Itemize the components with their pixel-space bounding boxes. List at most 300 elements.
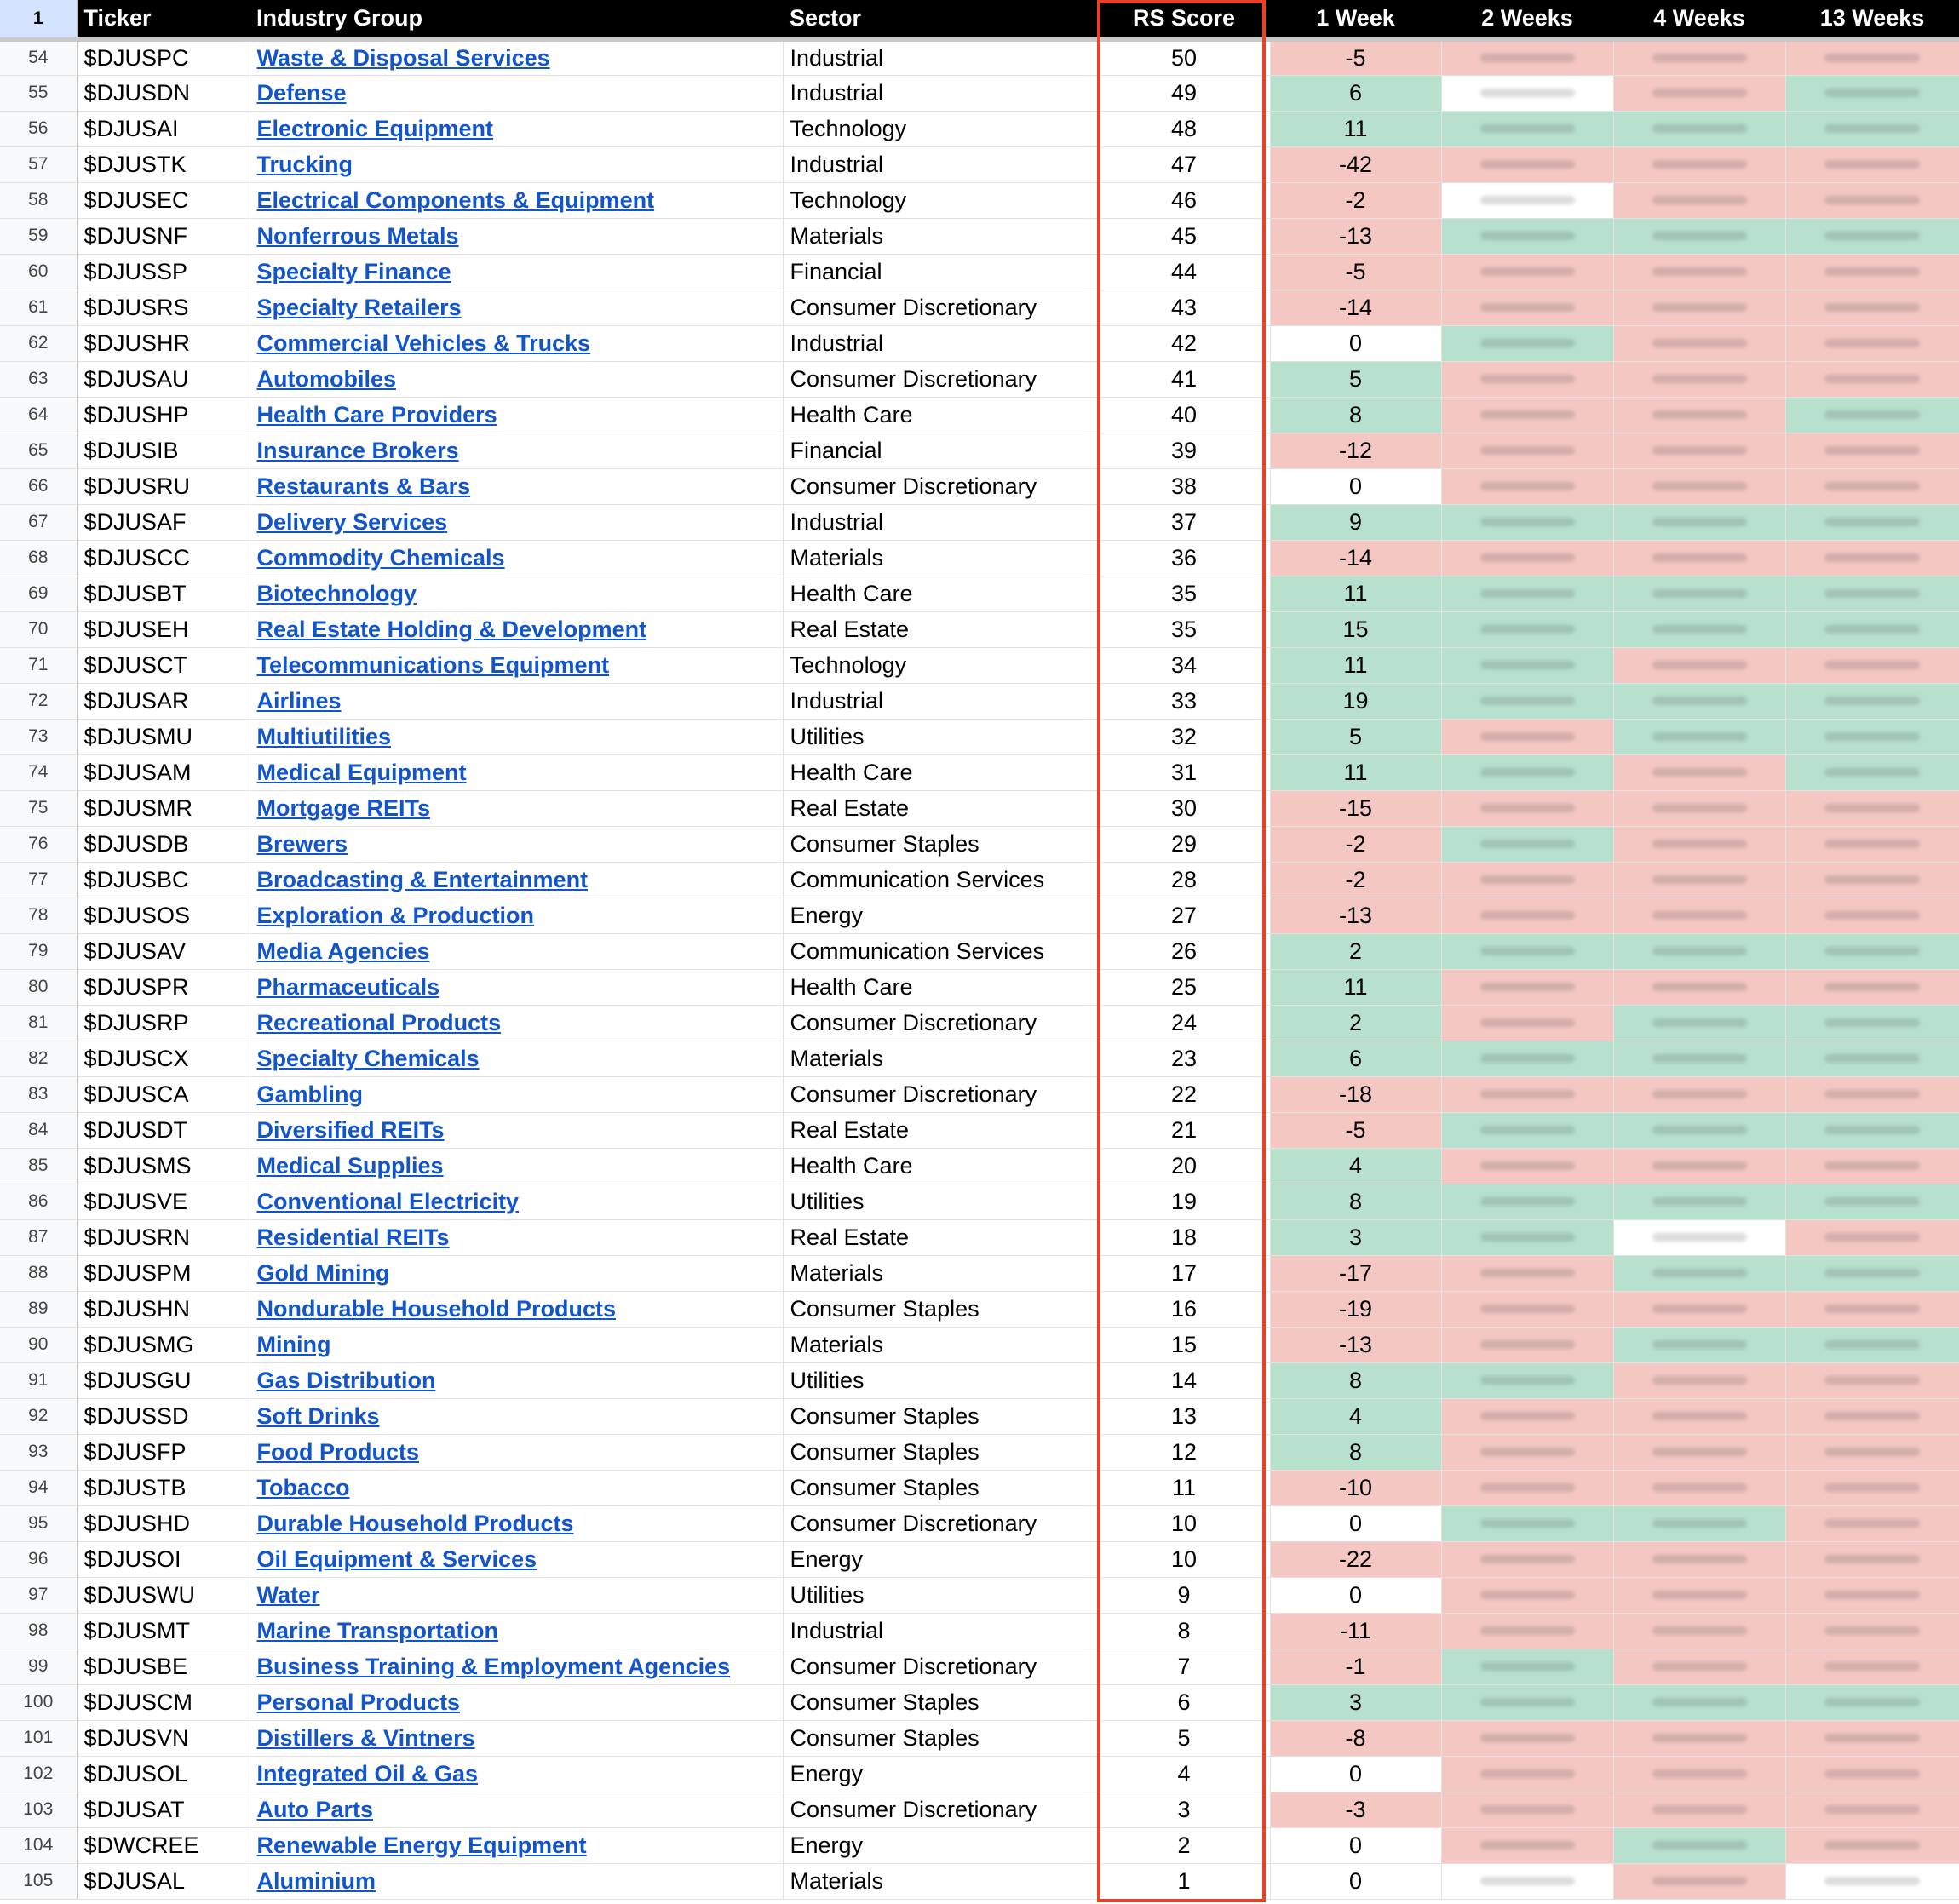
week4-blurred-cell[interactable]	[1613, 1684, 1785, 1720]
industry-link[interactable]: Diversified REITs	[256, 1116, 445, 1143]
week4-blurred-cell[interactable]	[1613, 719, 1785, 754]
week13-blurred-cell[interactable]	[1785, 1792, 1959, 1827]
week1-change-cell[interactable]: 19	[1270, 683, 1441, 719]
week2-blurred-cell[interactable]	[1441, 1041, 1613, 1076]
sector-cell[interactable]: Consumer Discretionary	[783, 468, 1098, 504]
week13-blurred-cell[interactable]	[1785, 1470, 1959, 1505]
industry-link[interactable]: Real Estate Holding & Development	[256, 616, 647, 642]
industry-link[interactable]: Airlines	[256, 687, 342, 714]
industry-link[interactable]: Telecommunications Equipment	[256, 651, 610, 678]
ticker-cell[interactable]: $DJUSSD	[77, 1398, 250, 1434]
industry-link[interactable]: Exploration & Production	[256, 902, 535, 928]
week1-change-cell[interactable]: 0	[1270, 1577, 1441, 1613]
industry-link[interactable]: Aluminium	[256, 1867, 376, 1894]
rs-score-cell[interactable]: 24	[1098, 1005, 1270, 1041]
sector-cell[interactable]: Consumer Discretionary	[783, 1505, 1098, 1541]
sector-cell[interactable]: Health Care	[783, 576, 1098, 611]
week4-blurred-cell[interactable]	[1613, 1398, 1785, 1434]
sector-cell[interactable]: Energy	[783, 1541, 1098, 1577]
sector-cell[interactable]: Consumer Discretionary	[783, 361, 1098, 397]
ticker-cell[interactable]: $DJUSCM	[77, 1684, 250, 1720]
week2-blurred-cell[interactable]	[1441, 361, 1613, 397]
week1-change-cell[interactable]: 3	[1270, 1219, 1441, 1255]
ticker-cell[interactable]: $DJUSBC	[77, 862, 250, 898]
week13-blurred-cell[interactable]	[1785, 361, 1959, 397]
week2-blurred-cell[interactable]	[1441, 146, 1613, 182]
sector-cell[interactable]: Materials	[783, 1327, 1098, 1362]
week2-blurred-cell[interactable]	[1441, 1291, 1613, 1327]
rs-score-cell[interactable]: 30	[1098, 790, 1270, 826]
week1-change-cell[interactable]: -14	[1270, 540, 1441, 576]
week4-blurred-cell[interactable]	[1613, 754, 1785, 790]
row-number[interactable]: 91	[0, 1362, 77, 1398]
week4-blurred-cell[interactable]	[1613, 969, 1785, 1005]
sector-cell[interactable]: Health Care	[783, 1148, 1098, 1184]
week2-blurred-cell[interactable]	[1441, 1148, 1613, 1184]
ticker-cell[interactable]: $DJUSAM	[77, 754, 250, 790]
sector-cell[interactable]: Energy	[783, 1827, 1098, 1863]
industry-link[interactable]: Conventional Electricity	[256, 1188, 520, 1214]
sector-cell[interactable]: Industrial	[783, 325, 1098, 361]
sector-cell[interactable]: Consumer Discretionary	[783, 1649, 1098, 1684]
ticker-cell[interactable]: $DJUSAU	[77, 361, 250, 397]
row-number[interactable]: 72	[0, 683, 77, 719]
week2-blurred-cell[interactable]	[1441, 1076, 1613, 1112]
week2-blurred-cell[interactable]	[1441, 1756, 1613, 1792]
ticker-cell[interactable]: $DJUSBT	[77, 576, 250, 611]
week4-blurred-cell[interactable]	[1613, 1041, 1785, 1076]
rs-score-header[interactable]: RS Score	[1098, 0, 1270, 39]
rs-score-cell[interactable]: 18	[1098, 1219, 1270, 1255]
week2-blurred-cell[interactable]	[1441, 1255, 1613, 1291]
week2-blurred-cell[interactable]	[1441, 1219, 1613, 1255]
row-number[interactable]: 86	[0, 1184, 77, 1219]
ticker-cell[interactable]: $DJUSRU	[77, 468, 250, 504]
row-number[interactable]: 81	[0, 1005, 77, 1041]
week1-change-cell[interactable]: 5	[1270, 719, 1441, 754]
week1-header[interactable]: 1 Week	[1270, 0, 1441, 39]
week4-blurred-cell[interactable]	[1613, 1434, 1785, 1470]
week13-blurred-cell[interactable]	[1785, 182, 1959, 218]
week1-change-cell[interactable]: 11	[1270, 754, 1441, 790]
sector-cell[interactable]: Real Estate	[783, 790, 1098, 826]
row-number[interactable]: 74	[0, 754, 77, 790]
ticker-cell[interactable]: $DJUSHN	[77, 1291, 250, 1327]
industry-link[interactable]: Distillers & Vintners	[256, 1724, 475, 1751]
week2-blurred-cell[interactable]	[1441, 719, 1613, 754]
ticker-cell[interactable]: $DJUSPC	[77, 39, 250, 75]
week1-change-cell[interactable]: -5	[1270, 254, 1441, 290]
ticker-cell[interactable]: $DJUSCT	[77, 647, 250, 683]
sector-cell[interactable]: Communication Services	[783, 933, 1098, 969]
industry-link[interactable]: Brewers	[256, 830, 348, 857]
industry-link[interactable]: Marine Transportation	[256, 1617, 499, 1643]
row-number[interactable]: 89	[0, 1291, 77, 1327]
week1-change-cell[interactable]: -11	[1270, 1613, 1441, 1649]
row-number[interactable]: 105	[0, 1863, 77, 1899]
week1-change-cell[interactable]: 6	[1270, 75, 1441, 111]
row-number[interactable]: 73	[0, 719, 77, 754]
week4-blurred-cell[interactable]	[1613, 1112, 1785, 1148]
rs-score-cell[interactable]: 50	[1098, 39, 1270, 75]
row-number[interactable]: 92	[0, 1398, 77, 1434]
row-number[interactable]: 101	[0, 1720, 77, 1756]
ticker-cell[interactable]: $DJUSMG	[77, 1327, 250, 1362]
week4-blurred-cell[interactable]	[1613, 576, 1785, 611]
week1-change-cell[interactable]: 11	[1270, 647, 1441, 683]
week2-blurred-cell[interactable]	[1441, 397, 1613, 433]
week13-blurred-cell[interactable]	[1785, 1756, 1959, 1792]
industry-link[interactable]: Insurance Brokers	[256, 437, 459, 463]
week2-blurred-cell[interactable]	[1441, 1649, 1613, 1684]
rs-score-cell[interactable]: 1	[1098, 1863, 1270, 1899]
week13-blurred-cell[interactable]	[1785, 146, 1959, 182]
week2-blurred-cell[interactable]	[1441, 1720, 1613, 1756]
week4-blurred-cell[interactable]	[1613, 1327, 1785, 1362]
week2-blurred-cell[interactable]	[1441, 790, 1613, 826]
week2-blurred-cell[interactable]	[1441, 1470, 1613, 1505]
row-number[interactable]: 76	[0, 826, 77, 862]
week13-blurred-cell[interactable]	[1785, 862, 1959, 898]
week13-blurred-cell[interactable]	[1785, 75, 1959, 111]
week2-blurred-cell[interactable]	[1441, 1577, 1613, 1613]
week1-change-cell[interactable]: 0	[1270, 468, 1441, 504]
week4-blurred-cell[interactable]	[1613, 540, 1785, 576]
week4-blurred-cell[interactable]	[1613, 290, 1785, 325]
week4-blurred-cell[interactable]	[1613, 111, 1785, 146]
rs-score-cell[interactable]: 3	[1098, 1792, 1270, 1827]
week4-blurred-cell[interactable]	[1613, 1291, 1785, 1327]
week2-blurred-cell[interactable]	[1441, 1792, 1613, 1827]
week1-change-cell[interactable]: -18	[1270, 1076, 1441, 1112]
industry-link[interactable]: Automobiles	[256, 365, 397, 392]
week13-blurred-cell[interactable]	[1785, 1684, 1959, 1720]
week2-blurred-cell[interactable]	[1441, 933, 1613, 969]
week1-change-cell[interactable]: 8	[1270, 1184, 1441, 1219]
week13-blurred-cell[interactable]	[1785, 433, 1959, 468]
week13-blurred-cell[interactable]	[1785, 611, 1959, 647]
week1-change-cell[interactable]: 0	[1270, 1827, 1441, 1863]
rs-score-cell[interactable]: 14	[1098, 1362, 1270, 1398]
week4-blurred-cell[interactable]	[1613, 683, 1785, 719]
week1-change-cell[interactable]: -3	[1270, 1792, 1441, 1827]
industry-link[interactable]: Biotechnology	[256, 580, 417, 606]
sector-cell[interactable]: Utilities	[783, 719, 1098, 754]
week4-blurred-cell[interactable]	[1613, 254, 1785, 290]
week13-blurred-cell[interactable]	[1785, 754, 1959, 790]
week2-blurred-cell[interactable]	[1441, 182, 1613, 218]
week4-blurred-cell[interactable]	[1613, 1756, 1785, 1792]
industry-link[interactable]: Gold Mining	[256, 1259, 390, 1286]
sector-cell[interactable]: Consumer Discretionary	[783, 1005, 1098, 1041]
week13-blurred-cell[interactable]	[1785, 1148, 1959, 1184]
week2-blurred-cell[interactable]	[1441, 39, 1613, 75]
ticker-cell[interactable]: $DJUSEH	[77, 611, 250, 647]
rs-score-cell[interactable]: 43	[1098, 290, 1270, 325]
week4-blurred-cell[interactable]	[1613, 1362, 1785, 1398]
week13-blurred-cell[interactable]	[1785, 290, 1959, 325]
sector-cell[interactable]: Real Estate	[783, 1112, 1098, 1148]
sector-cell[interactable]: Utilities	[783, 1362, 1098, 1398]
week13-blurred-cell[interactable]	[1785, 719, 1959, 754]
sector-cell[interactable]: Consumer Discretionary	[783, 1076, 1098, 1112]
rs-score-cell[interactable]: 32	[1098, 719, 1270, 754]
sector-cell[interactable]: Health Care	[783, 754, 1098, 790]
ticker-cell[interactable]: $DJUSVE	[77, 1184, 250, 1219]
week4-blurred-cell[interactable]	[1613, 397, 1785, 433]
week4-blurred-cell[interactable]	[1613, 361, 1785, 397]
row-number[interactable]: 80	[0, 969, 77, 1005]
industry-link[interactable]: Business Training & Employment Agencies	[256, 1653, 731, 1679]
week2-blurred-cell[interactable]	[1441, 1398, 1613, 1434]
week1-change-cell[interactable]: 15	[1270, 611, 1441, 647]
industry-link[interactable]: Auto Parts	[256, 1796, 374, 1822]
week13-blurred-cell[interactable]	[1785, 1398, 1959, 1434]
week1-change-cell[interactable]: 0	[1270, 325, 1441, 361]
week1-change-cell[interactable]: 0	[1270, 1756, 1441, 1792]
sector-cell[interactable]: Consumer Discretionary	[783, 290, 1098, 325]
rs-score-cell[interactable]: 37	[1098, 504, 1270, 540]
week4-blurred-cell[interactable]	[1613, 1255, 1785, 1291]
ticker-cell[interactable]: $DJUSMT	[77, 1613, 250, 1649]
week4-blurred-cell[interactable]	[1613, 504, 1785, 540]
rs-score-cell[interactable]: 20	[1098, 1148, 1270, 1184]
ticker-cell[interactable]: $DJUSOL	[77, 1756, 250, 1792]
industry-link[interactable]: Commodity Chemicals	[256, 544, 505, 571]
row-number[interactable]: 62	[0, 325, 77, 361]
week2-blurred-cell[interactable]	[1441, 1613, 1613, 1649]
week4-blurred-cell[interactable]	[1613, 1720, 1785, 1756]
ticker-cell[interactable]: $DJUSPM	[77, 1255, 250, 1291]
rs-score-cell[interactable]: 9	[1098, 1577, 1270, 1613]
ticker-cell[interactable]: $DJUSHR	[77, 325, 250, 361]
sector-cell[interactable]: Financial	[783, 433, 1098, 468]
industry-link[interactable]: Specialty Retailers	[256, 294, 462, 320]
sector-cell[interactable]: Industrial	[783, 75, 1098, 111]
rs-score-cell[interactable]: 4	[1098, 1756, 1270, 1792]
week13-blurred-cell[interactable]	[1785, 1255, 1959, 1291]
week13-blurred-cell[interactable]	[1785, 1362, 1959, 1398]
week4-blurred-cell[interactable]	[1613, 1470, 1785, 1505]
week13-blurred-cell[interactable]	[1785, 969, 1959, 1005]
row-number[interactable]: 61	[0, 290, 77, 325]
ticker-cell[interactable]: $DJUSRS	[77, 290, 250, 325]
sector-cell[interactable]: Materials	[783, 1041, 1098, 1076]
ticker-cell[interactable]: $DJUSBE	[77, 1649, 250, 1684]
week13-blurred-cell[interactable]	[1785, 325, 1959, 361]
week1-change-cell[interactable]: -2	[1270, 182, 1441, 218]
rs-score-cell[interactable]: 13	[1098, 1398, 1270, 1434]
ticker-cell[interactable]: $DJUSDT	[77, 1112, 250, 1148]
week4-blurred-cell[interactable]	[1613, 611, 1785, 647]
ticker-cell[interactable]: $DJUSMU	[77, 719, 250, 754]
sector-cell[interactable]: Technology	[783, 111, 1098, 146]
row-number[interactable]: 71	[0, 647, 77, 683]
week13-blurred-cell[interactable]	[1785, 576, 1959, 611]
ticker-cell[interactable]: $DJUSCC	[77, 540, 250, 576]
week2-blurred-cell[interactable]	[1441, 540, 1613, 576]
sector-cell[interactable]: Materials	[783, 540, 1098, 576]
week4-blurred-cell[interactable]	[1613, 1577, 1785, 1613]
row-number[interactable]: 79	[0, 933, 77, 969]
industry-link[interactable]: Trucking	[256, 151, 353, 177]
week2-blurred-cell[interactable]	[1441, 647, 1613, 683]
industry-link[interactable]: Soft Drinks	[256, 1402, 380, 1429]
sector-cell[interactable]: Consumer Staples	[783, 1720, 1098, 1756]
industry-link[interactable]: Nonferrous Metals	[256, 222, 459, 249]
week2-blurred-cell[interactable]	[1441, 1541, 1613, 1577]
industry-link[interactable]: Oil Equipment & Services	[256, 1546, 537, 1572]
ticker-cell[interactable]: $DJUSCA	[77, 1076, 250, 1112]
sector-cell[interactable]: Health Care	[783, 397, 1098, 433]
industry-link[interactable]: Waste & Disposal Services	[256, 44, 550, 71]
row-number[interactable]: 83	[0, 1076, 77, 1112]
week13-blurred-cell[interactable]	[1785, 826, 1959, 862]
row-number[interactable]: 98	[0, 1613, 77, 1649]
row-number[interactable]: 84	[0, 1112, 77, 1148]
week13-blurred-cell[interactable]	[1785, 933, 1959, 969]
week1-change-cell[interactable]: -13	[1270, 1327, 1441, 1362]
row-number[interactable]: 103	[0, 1792, 77, 1827]
week1-change-cell[interactable]: 3	[1270, 1684, 1441, 1720]
week2-blurred-cell[interactable]	[1441, 75, 1613, 111]
row-number[interactable]: 63	[0, 361, 77, 397]
week1-change-cell[interactable]: 4	[1270, 1398, 1441, 1434]
week4-header[interactable]: 4 Weeks	[1613, 0, 1785, 39]
ticker-cell[interactable]: $DJUSVN	[77, 1720, 250, 1756]
week4-blurred-cell[interactable]	[1613, 182, 1785, 218]
industry-link[interactable]: Multiutilities	[256, 723, 391, 749]
ticker-cell[interactable]: $DJUSHD	[77, 1505, 250, 1541]
week1-change-cell[interactable]: 8	[1270, 1362, 1441, 1398]
week1-change-cell[interactable]: 5	[1270, 361, 1441, 397]
row-number[interactable]: 85	[0, 1148, 77, 1184]
week1-change-cell[interactable]: -17	[1270, 1255, 1441, 1291]
week4-blurred-cell[interactable]	[1613, 1184, 1785, 1219]
rs-score-cell[interactable]: 7	[1098, 1649, 1270, 1684]
sector-cell[interactable]: Industrial	[783, 683, 1098, 719]
week13-blurred-cell[interactable]	[1785, 683, 1959, 719]
industry-link[interactable]: Tobacco	[256, 1474, 350, 1500]
ticker-cell[interactable]: $DWCREE	[77, 1827, 250, 1863]
sector-cell[interactable]: Industrial	[783, 146, 1098, 182]
week1-change-cell[interactable]: -2	[1270, 826, 1441, 862]
week13-blurred-cell[interactable]	[1785, 1076, 1959, 1112]
ticker-cell[interactable]: $DJUSAR	[77, 683, 250, 719]
week1-change-cell[interactable]: -19	[1270, 1291, 1441, 1327]
industry-link[interactable]: Media Agencies	[256, 938, 430, 964]
week13-blurred-cell[interactable]	[1785, 1112, 1959, 1148]
industry-link[interactable]: Nondurable Household Products	[256, 1295, 617, 1322]
week13-blurred-cell[interactable]	[1785, 1863, 1959, 1899]
week4-blurred-cell[interactable]	[1613, 1827, 1785, 1863]
week13-blurred-cell[interactable]	[1785, 1541, 1959, 1577]
week2-blurred-cell[interactable]	[1441, 862, 1613, 898]
ticker-cell[interactable]: $DJUSEC	[77, 182, 250, 218]
sector-cell[interactable]: Materials	[783, 1863, 1098, 1899]
week2-header[interactable]: 2 Weeks	[1441, 0, 1613, 39]
row-number[interactable]: 102	[0, 1756, 77, 1792]
week13-blurred-cell[interactable]	[1785, 1827, 1959, 1863]
row-number[interactable]: 82	[0, 1041, 77, 1076]
week2-blurred-cell[interactable]	[1441, 325, 1613, 361]
rs-score-cell[interactable]: 45	[1098, 218, 1270, 254]
rs-score-cell[interactable]: 34	[1098, 647, 1270, 683]
row-number[interactable]: 97	[0, 1577, 77, 1613]
ticker-cell[interactable]: $DJUSHP	[77, 397, 250, 433]
week4-blurred-cell[interactable]	[1613, 325, 1785, 361]
sector-cell[interactable]: Consumer Staples	[783, 1684, 1098, 1720]
row-number[interactable]: 100	[0, 1684, 77, 1720]
week13-blurred-cell[interactable]	[1785, 1184, 1959, 1219]
sector-cell[interactable]: Real Estate	[783, 611, 1098, 647]
week1-change-cell[interactable]: -5	[1270, 39, 1441, 75]
industry-link[interactable]: Specialty Finance	[256, 258, 451, 284]
industry-link[interactable]: Medical Supplies	[256, 1152, 444, 1179]
row-number-header[interactable]: 1	[0, 0, 77, 39]
ticker-cell[interactable]: $DJUSGU	[77, 1362, 250, 1398]
ticker-cell[interactable]: $DJUSWU	[77, 1577, 250, 1613]
week4-blurred-cell[interactable]	[1613, 218, 1785, 254]
week1-change-cell[interactable]: -42	[1270, 146, 1441, 182]
week4-blurred-cell[interactable]	[1613, 75, 1785, 111]
sector-cell[interactable]: Consumer Staples	[783, 826, 1098, 862]
week1-change-cell[interactable]: -8	[1270, 1720, 1441, 1756]
week13-blurred-cell[interactable]	[1785, 218, 1959, 254]
week2-blurred-cell[interactable]	[1441, 1684, 1613, 1720]
rs-score-cell[interactable]: 35	[1098, 611, 1270, 647]
ticker-cell[interactable]: $DJUSTK	[77, 146, 250, 182]
week13-blurred-cell[interactable]	[1785, 790, 1959, 826]
ticker-cell[interactable]: $DJUSDN	[77, 75, 250, 111]
week13-blurred-cell[interactable]	[1785, 504, 1959, 540]
row-number[interactable]: 66	[0, 468, 77, 504]
sector-cell[interactable]: Consumer Discretionary	[783, 1792, 1098, 1827]
week2-blurred-cell[interactable]	[1441, 1005, 1613, 1041]
sector-cell[interactable]: Technology	[783, 647, 1098, 683]
row-number[interactable]: 104	[0, 1827, 77, 1863]
rs-score-cell[interactable]: 29	[1098, 826, 1270, 862]
week13-blurred-cell[interactable]	[1785, 540, 1959, 576]
rs-score-cell[interactable]: 47	[1098, 146, 1270, 182]
week1-change-cell[interactable]: 2	[1270, 1005, 1441, 1041]
rs-score-cell[interactable]: 19	[1098, 1184, 1270, 1219]
rs-score-cell[interactable]: 23	[1098, 1041, 1270, 1076]
week2-blurred-cell[interactable]	[1441, 611, 1613, 647]
sector-cell[interactable]: Consumer Staples	[783, 1291, 1098, 1327]
week13-blurred-cell[interactable]	[1785, 111, 1959, 146]
week4-blurred-cell[interactable]	[1613, 146, 1785, 182]
rs-score-cell[interactable]: 15	[1098, 1327, 1270, 1362]
week4-blurred-cell[interactable]	[1613, 1505, 1785, 1541]
week1-change-cell[interactable]: -5	[1270, 1112, 1441, 1148]
ticker-cell[interactable]: $DJUSMS	[77, 1148, 250, 1184]
sector-cell[interactable]: Energy	[783, 1756, 1098, 1792]
week13-blurred-cell[interactable]	[1785, 1219, 1959, 1255]
industry-link[interactable]: Mortgage REITs	[256, 794, 431, 821]
sector-cell[interactable]: Health Care	[783, 969, 1098, 1005]
week4-blurred-cell[interactable]	[1613, 1541, 1785, 1577]
industry-link[interactable]: Electronic Equipment	[256, 115, 494, 141]
sector-cell[interactable]: Utilities	[783, 1577, 1098, 1613]
week2-blurred-cell[interactable]	[1441, 898, 1613, 933]
ticker-cell[interactable]: $DJUSAI	[77, 111, 250, 146]
rs-score-cell[interactable]: 31	[1098, 754, 1270, 790]
row-number[interactable]: 56	[0, 111, 77, 146]
rs-score-cell[interactable]: 44	[1098, 254, 1270, 290]
week2-blurred-cell[interactable]	[1441, 111, 1613, 146]
sector-cell[interactable]: Energy	[783, 898, 1098, 933]
